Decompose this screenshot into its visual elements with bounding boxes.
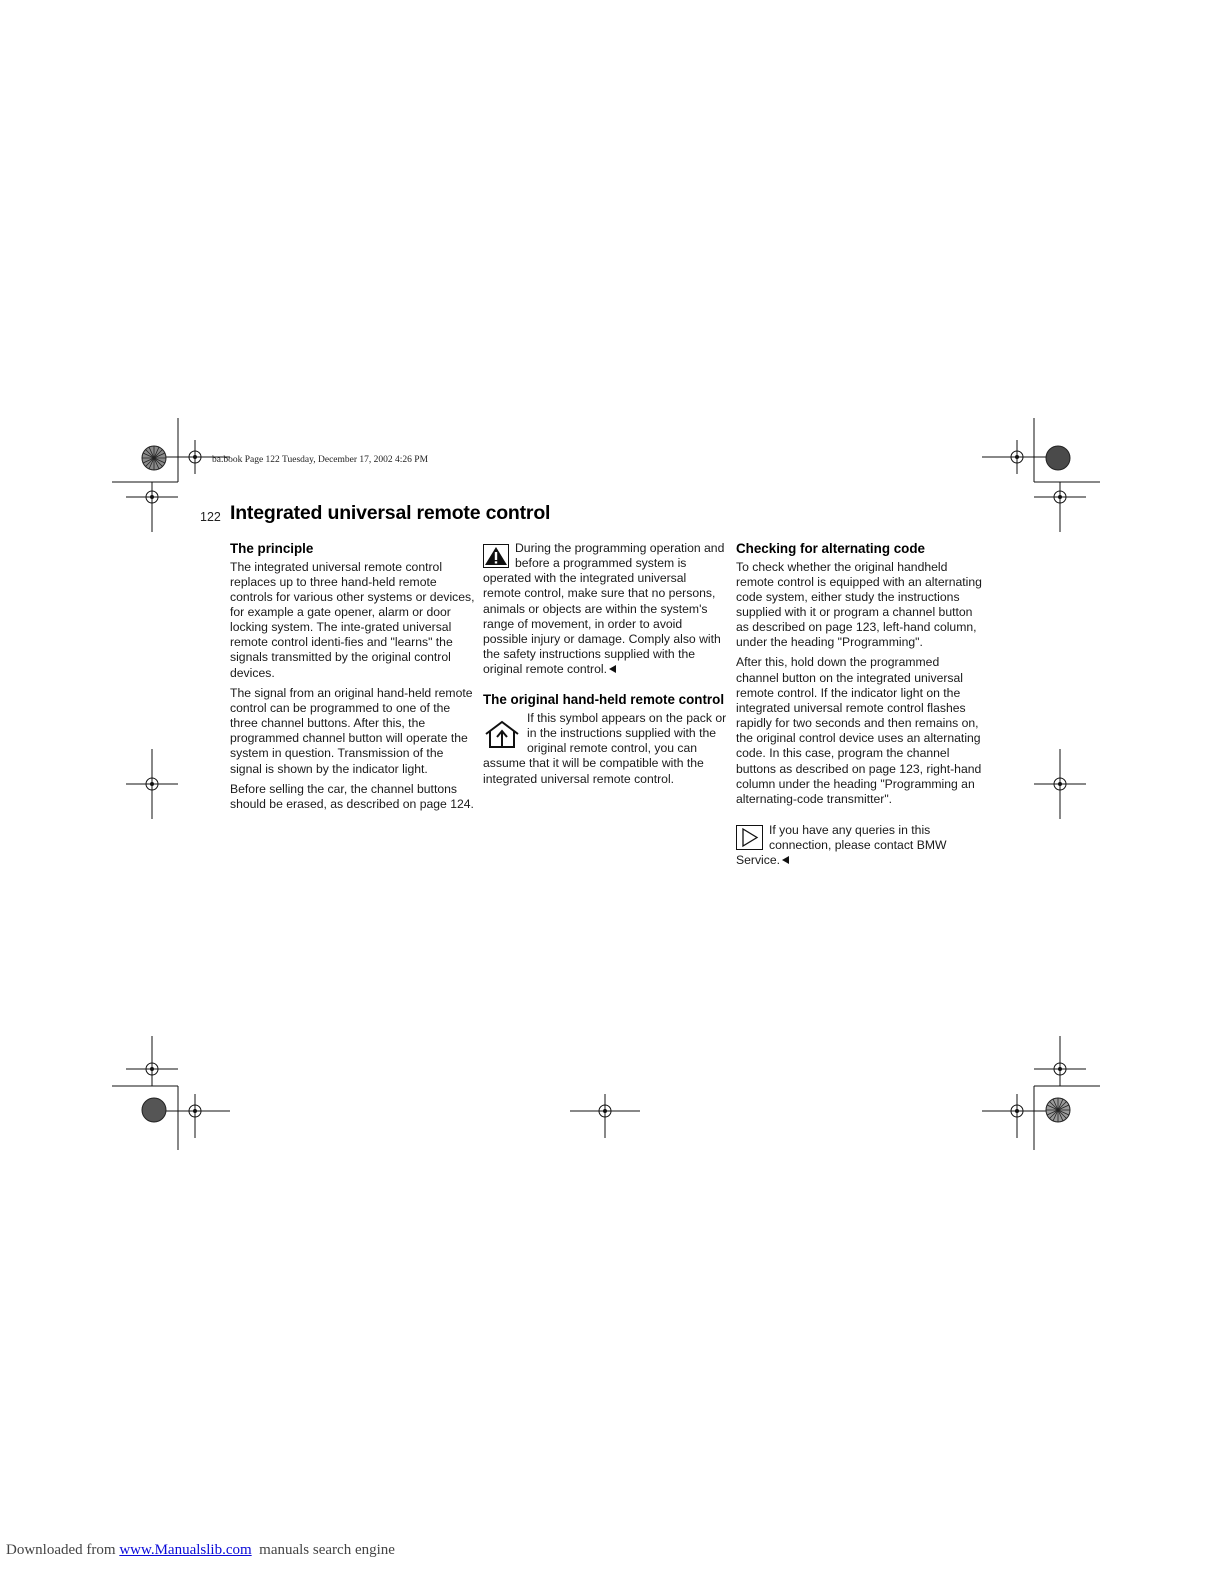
- warning-note: [483, 541, 727, 677]
- warning-triangle-icon: [483, 544, 509, 568]
- column-principle: [230, 541, 476, 817]
- note-arrow-icon: [736, 825, 763, 850]
- heading-principle: The principle: [230, 541, 314, 556]
- paragraph: Before selling the car, the channel buttons should be erased, as described on page 124.: [230, 781, 474, 811]
- info-note-text: If you have any queries in this connection, please contact BMW Service.: [736, 823, 947, 868]
- info-note: [736, 823, 984, 868]
- page-number: 122: [200, 510, 221, 524]
- paragraph: After this, hold down the programmed channel button on the integrated universal remote control. If the indicator light on the integrated universal remote control flashes rapidly for two seconds and then remains on, the original control device uses an alternating code. In this case, program the channel buttons as described on page 123, right-hand column under the heading "Programming an alternating-code transmitter".: [736, 655, 982, 806]
- footer-suffix: manuals search engine: [251, 1542, 395, 1558]
- end-of-note-icon: [609, 665, 616, 673]
- heading-original-remote: The original hand-held remote control: [483, 692, 725, 708]
- paragraph: The signal from an original hand-held remote control can be programmed to one of the three channel buttons. After this, the programmed channel button will operate the system in question. Transmission of the signal is shown by the indicator light.: [230, 685, 473, 776]
- print-header: ba.book Page 122 Tuesday, December 17, 2002 4:26 PM: [212, 455, 429, 465]
- download-footer: [6, 1542, 395, 1559]
- garage-compatible-icon: [483, 719, 521, 749]
- footer-prefix: Downloaded from: [6, 1542, 120, 1558]
- paragraph: The integrated universal remote control replaces up to three hand-held remote controls for various other systems or devices, for example a gate opener, alarm or door locking system. The inte-grated universal remote control identi-fies and "learns" the signals transmitted by the original control devices.: [230, 559, 475, 680]
- end-of-note-icon: [782, 856, 789, 864]
- heading-alternating-code: Checking for alternating code: [736, 541, 925, 556]
- manualslib-link[interactable]: www.Manualslib.com: [119, 1542, 252, 1558]
- paragraph: To check whether the original handheld remote control is equipped with an alternating code system, either study the instructions supplied with it or program a channel button as described on page 123, left-hand column, under the heading "Programming".: [736, 559, 982, 650]
- compatibility-note: [483, 711, 727, 787]
- warning-text: During the programming operation and before a programmed system is operated with the integrated universal remote control, make sure that no persons, animals or objects are within the system's range of movement, in order to avoid possible injury or damage. Comply also with the safety instructions supplied with the original remote control.: [483, 541, 725, 677]
- page-title: Integrated universal remote control: [230, 502, 551, 524]
- column-alternating-code: [736, 541, 984, 868]
- compatibility-text: If this symbol appears on the pack or in the instructions supplied with the original remote control, you can assume that it will be compatible with the integrated universal remote control.: [483, 710, 727, 786]
- column-original-remote: [483, 541, 727, 787]
